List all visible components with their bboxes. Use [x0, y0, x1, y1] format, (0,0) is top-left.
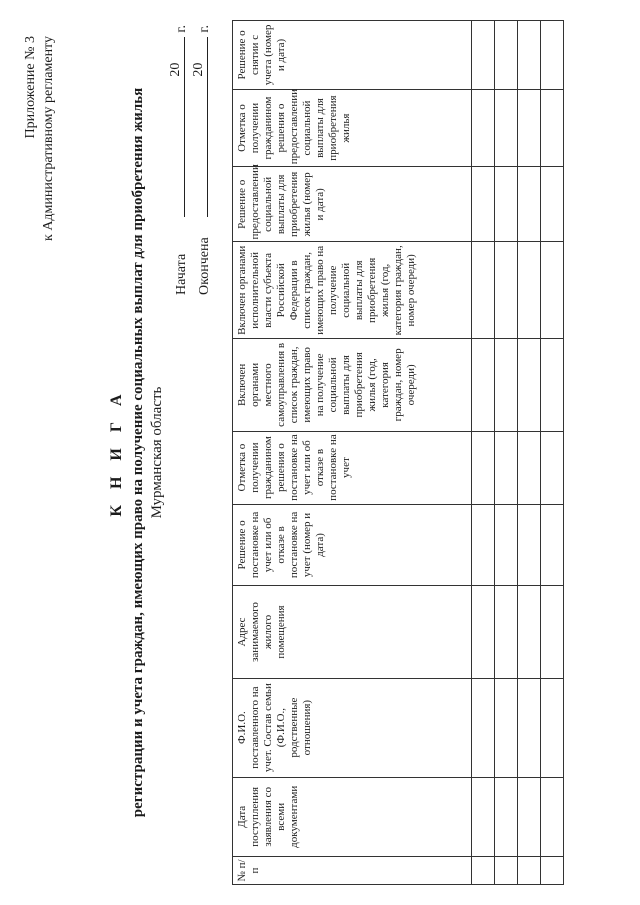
column-header: Решение о предоставлении социальной выплаты для приобретения жилья (номер и дата) — [233, 167, 472, 242]
column-header: Адрес занимаемого жилого помещения — [233, 586, 472, 678]
table-cell — [541, 89, 564, 166]
table-cell — [495, 89, 518, 166]
table-cell — [472, 678, 495, 777]
table-cell — [495, 586, 518, 678]
table-cell — [472, 586, 495, 678]
column-header: № п/п — [233, 857, 472, 885]
table-cell — [472, 167, 495, 242]
table-cell — [541, 21, 564, 90]
table-cell — [518, 431, 541, 504]
table-cell — [495, 857, 518, 885]
end-date-row — [193, 25, 216, 295]
table-cell — [495, 777, 518, 857]
table-cell — [518, 339, 541, 431]
column-header: Ф.И.О. поставленного на учет. Состав семьи (Ф.И.О., родственные отношения) — [233, 678, 472, 777]
start-date-label: Начата — [174, 253, 189, 295]
table-cell — [472, 21, 495, 90]
table-cell — [472, 339, 495, 431]
register-table — [232, 20, 564, 885]
table-cell — [495, 431, 518, 504]
table-cell — [518, 21, 541, 90]
table-row — [472, 21, 495, 885]
column-header: Решение о снятии с учета (номер и дата) — [233, 21, 472, 90]
table-cell — [518, 857, 541, 885]
page-subtitle: регистрации и учета граждан, имеющих право на получение социальных выплат для приобретения жилья — [130, 87, 146, 818]
table-cell — [518, 242, 541, 339]
attachment-regulation: к Административному регламенту — [41, 36, 56, 241]
table-cell — [518, 678, 541, 777]
table-cell — [495, 167, 518, 242]
table-body — [472, 21, 564, 885]
table-row — [495, 21, 518, 885]
end-year-prefix: 20 — [191, 62, 206, 77]
table-cell — [541, 339, 564, 431]
region-name: Мурманская область — [149, 386, 165, 519]
column-header: Дата поступления заявления со всеми документами — [233, 777, 472, 857]
date-block — [170, 25, 216, 295]
table-cell — [472, 504, 495, 586]
table-cell — [495, 21, 518, 90]
start-date-line — [170, 37, 185, 217]
table-cell — [541, 167, 564, 242]
table-cell — [495, 242, 518, 339]
end-year-suffix: г. — [197, 25, 212, 33]
table-row — [541, 21, 564, 885]
table-cell — [541, 777, 564, 857]
attachment-note — [22, 36, 58, 241]
end-date-line — [193, 37, 208, 217]
table-cell — [518, 777, 541, 857]
attachment-number: Приложение № 3 — [23, 36, 38, 139]
table-cell — [495, 678, 518, 777]
page-title: К Н И Г А — [108, 388, 125, 517]
table-cell — [518, 167, 541, 242]
column-header: Отметка о получении гражданином решения о предоставлении социальной выплаты для приобретения жилья — [233, 89, 472, 166]
column-header: Решение о постановке на учет или об отказе в постановке на учет (номер и дата) — [233, 504, 472, 586]
column-header: Включен органами местного самоуправления в список граждан, имеющих право на получение социальной выплаты для приобретения жилья (год, категория граждан, номер очереди) — [233, 339, 472, 431]
table-cell — [472, 431, 495, 504]
table-cell — [472, 857, 495, 885]
start-year-suffix: г. — [174, 25, 189, 33]
table-cell — [495, 504, 518, 586]
table-cell — [472, 242, 495, 339]
document-header — [108, 0, 166, 905]
column-header: Включен органами исполнительной власти субъекта Российской Федерации в список граждан, имеющих право на получение социальной выплаты для приобретения жилья (год, категория граждан, номер очереди) — [233, 242, 472, 339]
table-row — [518, 21, 541, 885]
table-cell — [541, 586, 564, 678]
table-cell — [518, 504, 541, 586]
table-cell — [518, 586, 541, 678]
end-date-label: Окончена — [197, 237, 212, 295]
table-cell — [541, 242, 564, 339]
table-cell — [541, 678, 564, 777]
table-cell — [541, 857, 564, 885]
start-year-prefix: 20 — [168, 62, 183, 77]
table-cell — [472, 89, 495, 166]
table-cell — [495, 339, 518, 431]
table-header-row — [233, 21, 472, 885]
table-cell — [541, 504, 564, 586]
table-cell — [472, 777, 495, 857]
column-header: Отметка о получении гражданином решения о постановке на учет или об отказе в постановке на учет — [233, 431, 472, 504]
table-cell — [518, 89, 541, 166]
table-cell — [541, 431, 564, 504]
